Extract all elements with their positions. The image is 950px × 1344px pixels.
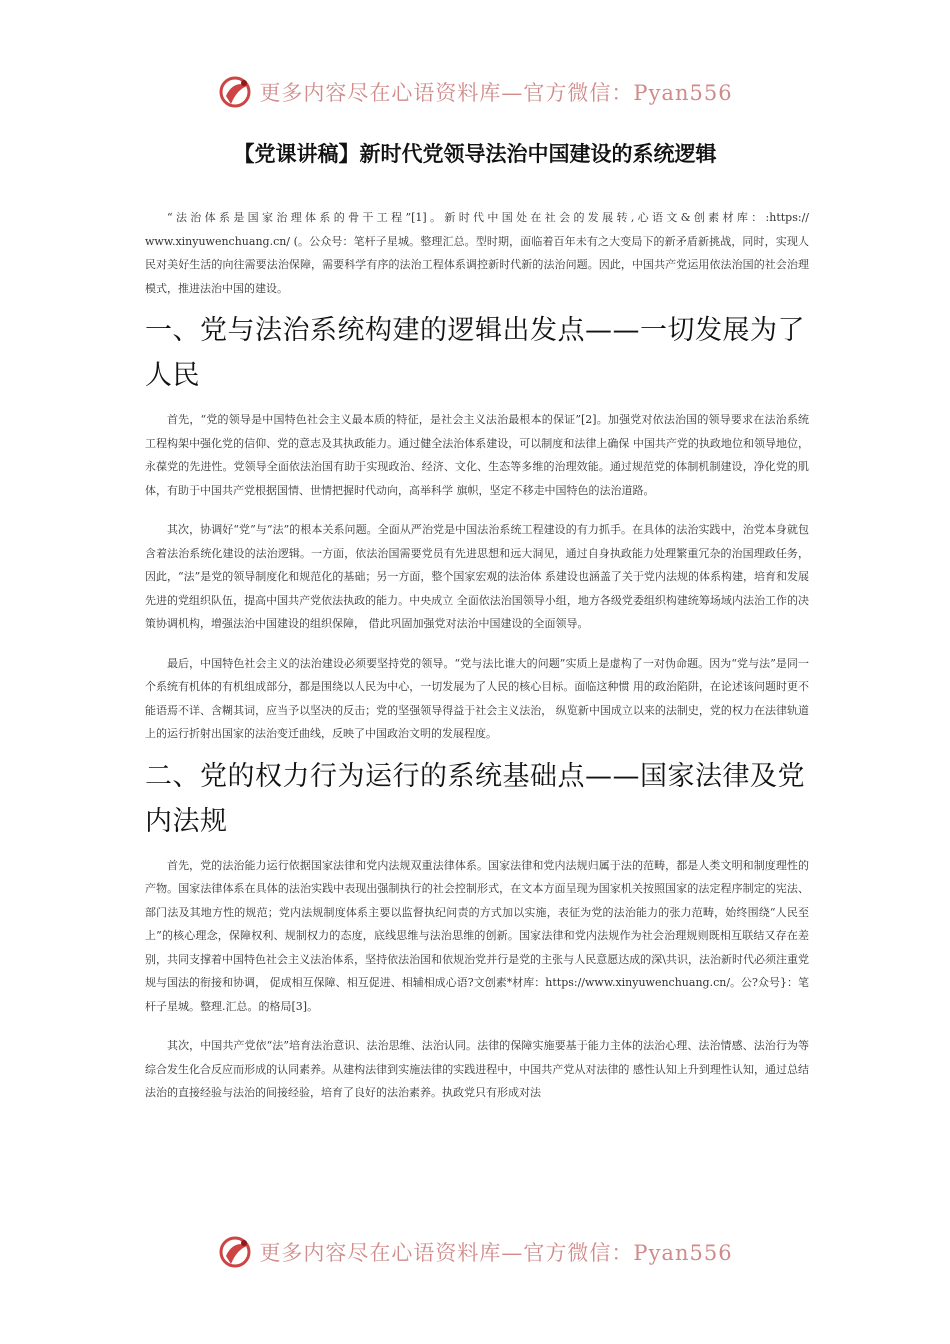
logo-icon: [217, 74, 253, 110]
section-2-paragraph-2: 其次，中国共产党依“法”培育法治意识、法治思维、法治认同。法律的保障实施要基于能力主体的法治心理、法治情感、法治行为等综合发生化合反应而形成的认同素养。从建构法律到实施法律的实践进程中，中国共产党从对法律的 感性认知上升到理性认知，通过总结法治的直接经验与法治的间接经验，培育了良好的法治素养。执政党只有形成对法: [145, 1039, 809, 1099]
logo-icon: [217, 1234, 253, 1270]
footer-watermark-banner: [0, 1232, 950, 1272]
section-1-paragraph-3: 最后，中国特色社会主义的法治建设必须要坚持党的领导。“党与法比谁大的问题”实质上是虚构了一对伪命题。因为“党与法”是同一个系统有机体的有机组成部分，都是围绕以人民为中心，一切发展为了人民的核心目标。面临这种惯 用的政治陷阱，在论述该问题时更不能语焉不详、含糊其词，应当予以坚决的反击；党的坚强领导得益于社会主义法治， 纵览新中国成立以来的法制史，党的权力在法律轨道上的运行折射出国家的法治变迁曲线，反映了中国政治文明的发展程度。: [145, 656, 809, 740]
intro-paragraph: “法治体系是国家治理体系的骨干工程”[1]。新时代中国处在社会的发展转,心语文&创素材库：:https:// www.xinyuwenchuang.cn/ (。公众号：笔杆子星城。整理汇总。型时期，面临着百年未有之大变局下的新矛盾新挑战，同时，实现人民对美好生活的向往需要法治保障，需要科学有序的法治工程体系调控新时代新的法治问题。因此，中国共产党运用依法治国的社会治理模式，推进法治中国的建设。: [145, 211, 809, 295]
section-1-paragraph-2: 其次，协调好“党”与“法”的根本关系问题。全面从严治党是中国法治系统工程建设的有力抓手。在具体的法治实践中，治党本身就包含着法治系统化建设的法治逻辑。一方面，依法治国需要党员有先进思想和远大洞见，通过自身执政能力处理繁重冗杂的治国理政任务，因此，“法”是党的领导制度化和规范化的基础；另一方面，整个国家宏观的法治体 系建设也涵盖了关于党内法规的体系构建，培育和发展先进的党组织队伍，提高中国共产党依法执政的能力。中央成立 全面依法治国领导小组，地方各级党委组织构建统筹场域内法治工作的决策协调机构，增强法治中国建设的组织保障， 借此巩固加强党对法治中国建设的全面领导。: [145, 523, 809, 630]
section-1-heading: 一、党与法治系统构建的逻辑出发点——一切发展为了人民: [145, 315, 805, 391]
section-2-heading: 二、党的权力行为运行的系统基础点——国家法律及党内法规: [145, 760, 805, 837]
document-body: [145, 206, 809, 1105]
document-title: 【党课讲稿】新时代党领导法治中国建设的系统逻辑: [233, 142, 717, 166]
watermark-text: 更多内容尽在心语资料库—官方微信：Pyan556: [259, 81, 733, 105]
section-1-paragraph-1: 首先，“党的领导是中国特色社会主义最本质的特征，是社会主义法治最根本的保证”[2]。加强党对依法治国的领导要求在法治系统工程构架中强化党的信仰、党的意志及其执政能力。通过健全法治体系建设，可以制度和法律上确保 中国共产党的执政地位和领导地位，永葆党的先进性。党领导全面依法治国有助于实现政治、经济、文化、生态等多维的治理效能。通过规范党的体制机制建设，净化党的肌体，有助于中国共产党根据国情、世情把握时代动向，高举科学 旗帜，坚定不移走中国特色的法治道路。: [145, 413, 809, 497]
header-watermark-banner: [0, 72, 950, 112]
watermark-text: 更多内容尽在心语资料库—官方微信：Pyan556: [259, 1241, 733, 1265]
section-2-paragraph-1: 首先，党的法治能力运行依据国家法律和党内法规双重法律体系。国家法律和党内法规归属于法的范畴，都是人类文明和制度理性的产物。国家法律体系在具体的法治实践中表现出强制执行的社会控制形式，在文本方面呈现为国家机关按照国家的法定程序制定的宪法、部门法及其地方性的规范；党内法规制度体系主要以监督执纪问责的方式加以实施，表征为党的法治能力的张力范畴，始终围绕“人民至上”的核心理念，保障权利、规制权力的态度，底线思维与法治思维的创新。国家法律和党内法规作为社会治理规则既相互联结又存在差别，共同支撑着中国特色社会主义法治体系，坚持依法治国和依规治党并行是党的主张与人民意愿达成的深\共识，法治新时代必须注重党规与国法的衔接和协调， 促成相互保障、相互促进、相辅相成心语?文创素*材库：https://www.xinyuwenchuang.cn/。公?众号}：笔杆子星城。整理.汇总。的格局[3]。: [145, 858, 809, 1013]
